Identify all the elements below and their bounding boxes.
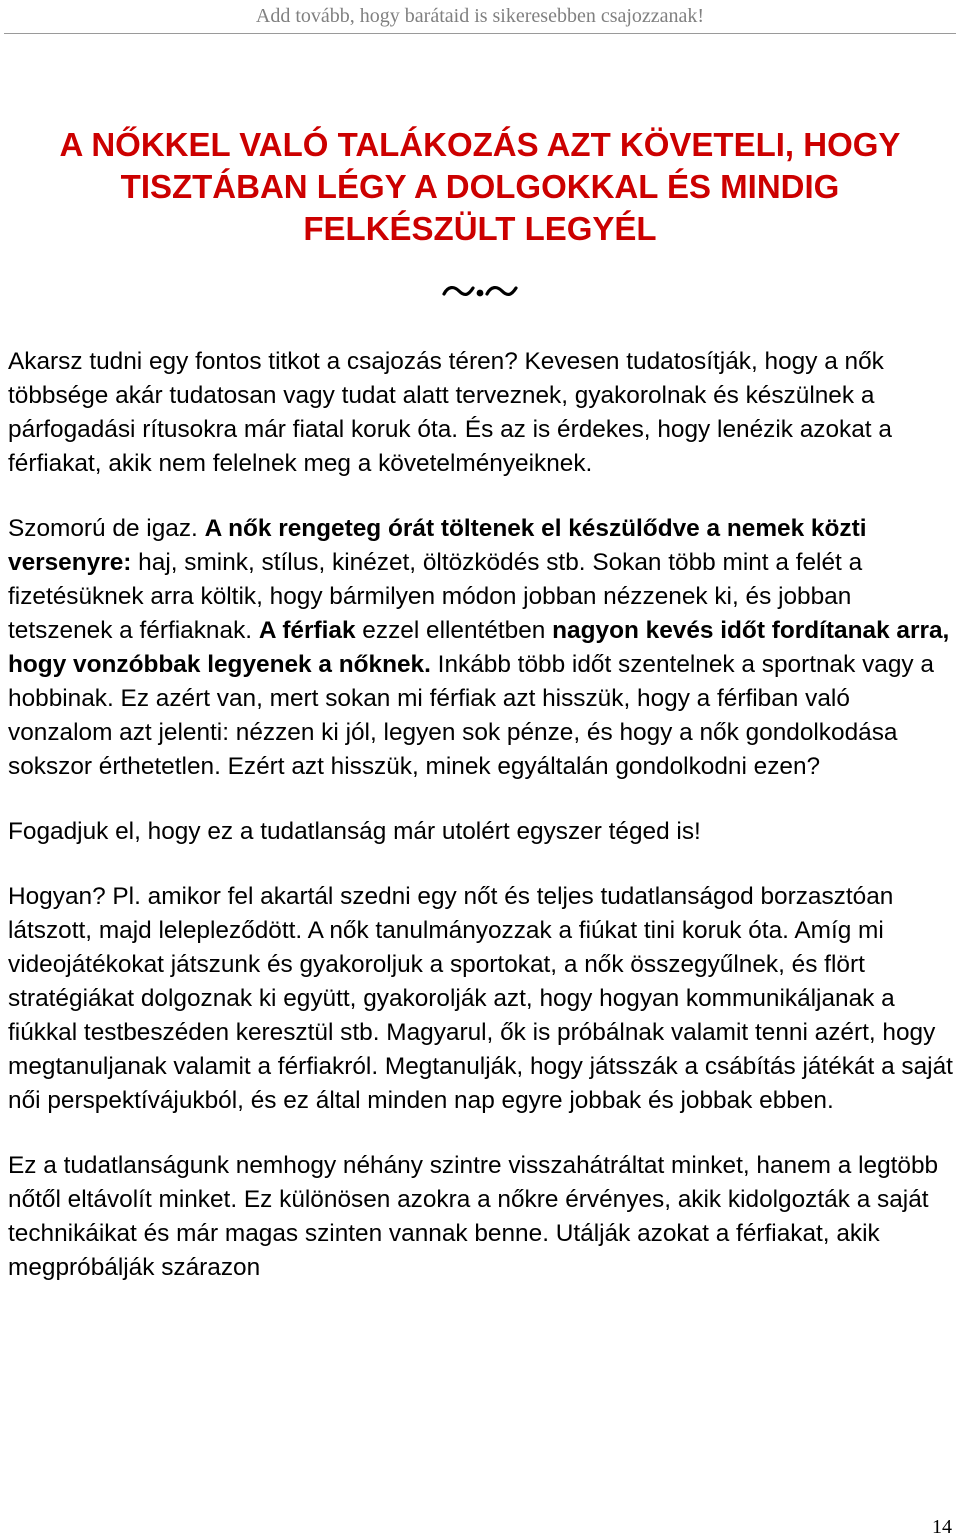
paragraph-2 [8, 512, 958, 784]
page-title [0, 124, 960, 250]
article-body [8, 345, 958, 1316]
paragraph-2-emphasis-1: A nők rengeteg órát töltenek el készülődve a nemek közti versenyre: [8, 515, 867, 576]
paragraph-5: Ez a tudatlanságunk nemhogy néhány szintre visszahátráltat minket, hanem a legtöbb nőtől eltávolít minket. Ez különösen azokra a nőkre érvényes, akik kidolgozták a saját technikáikat és már magas szinten vannak benne. Utálják azokat a férfiakat, akik megpróbálják szárazon [8, 1152, 939, 1281]
title-line-3: FELKÉSZÜLT LEGYÉL [303, 210, 657, 247]
paragraph-3: Fogadjuk el, hogy ez a tudatlanság már utolért egyszer téged is! [8, 818, 701, 845]
paragraph-2-text-1: Szomorú de igaz. [8, 515, 205, 542]
header-divider [4, 33, 956, 34]
paragraph-4: Hogyan? Pl. amikor fel akartál szedni egy nőt és teljes tudatlanságod borzasztóan látszott, majd lelepleződött. A nők tanulmányozzak a fiúkat tini koruk óta. Amíg mi videojátékokat játszunk és gyakoroljuk a sportokat, a nők összegyűlnek, és flört stratégiákat dolgoznak ki együtt, gyakorolják azt, hogy hogyan kommunikáljanak a fiúkkal testbeszéden keresztül stb. Magyarul, ők is próbálnak valamit tenni azért, hogy megtanuljanak valamit a férfiakról. Megtanulják, hogy játsszák a csábítás játékát a saját női perspektívájukból, és ez által minden nap egyre jobbak és jobbak ebben. [8, 883, 953, 1114]
header-banner: Add tovább, hogy barátaid is sikeresebben csajozzanak! [255, 5, 705, 27]
tilde-dot-tilde-ornament-icon [442, 281, 518, 301]
paragraph-1: Akarsz tudni egy fontos titkot a csajozás téren? Kevesen tudatosítják, hogy a nők többsége akár tudatosan vagy tudat alatt terveznek, gyakorolnak és készülnek a párfogadási rítusokra már fiatal koruk óta. És az is érdekes, hogy lenézik azokat a férfiakat, akik nem felelnek meg a követelményeiknek. [8, 348, 892, 477]
paragraph-2-emphasis-2: A férfiak [258, 617, 356, 644]
paragraph-2-emphasis-3: nagyon kevés időt fordítanak arra, hogy vonzóbbak legyenek a nőknek. [8, 617, 950, 678]
title-line-1: A NŐKKEL VALÓ TALÁKOZÁS AZT KÖVETELI, HOGY [59, 126, 901, 163]
paragraph-2-text-2: haj, smink, stílus, kinézet, öltözködés stb. Sokan több mint a felét a fizetésüknek arra költik, hogy bármilyen módon jobban nézzenek ki, és jobban tetszenek a férfiaknak. [8, 549, 863, 644]
page-number: 14 [932, 1516, 952, 1538]
title-line-2: TISZTÁBAN LÉGY A DOLGOKKAL ÉS MINDIG [120, 168, 840, 205]
paragraph-2-text-3: ezzel ellentétben [355, 617, 553, 644]
paragraph-2-text-4: Inkább több időt szentelnek a sportnak vagy a hobbinak. Ez azért van, mert sokan mi férfiak azt hisszük, hogy a férfiban való vonzalom azt jelenti: nézzen ki jól, legyen sok pénze, és hogy a nők gondolkodása sokszor érthetetlen. Ezért azt hisszük, minek egyáltalán gondolkodni ezen? [8, 651, 934, 780]
